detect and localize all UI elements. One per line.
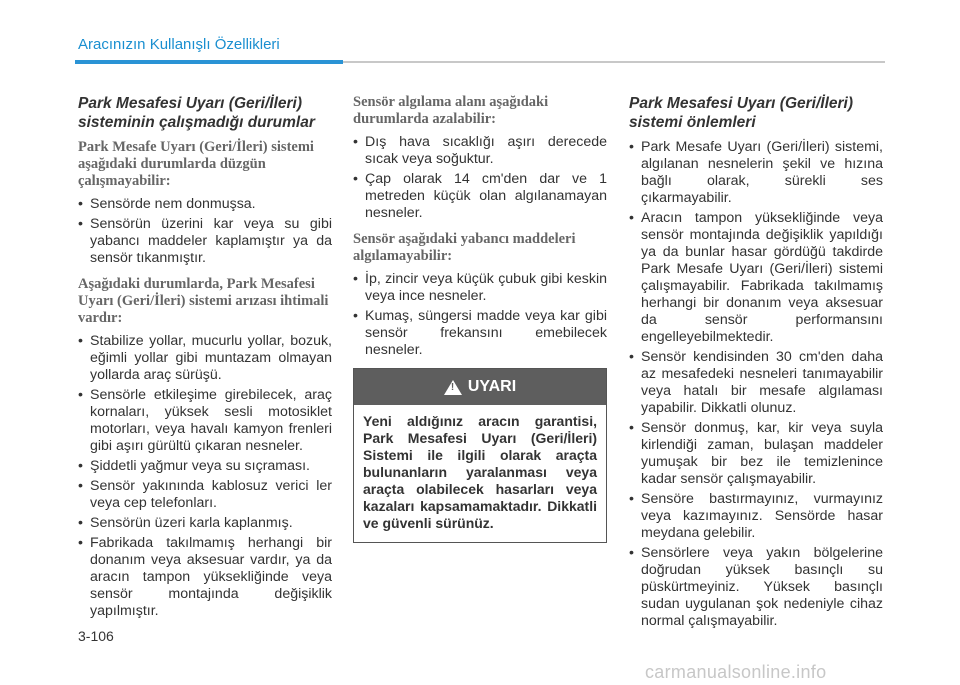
list-item: • Sensörle etkileşime girebilecek, araç kornaları, yüksek sesli motosiklet motorları, veya havalı kamyon frenleri gibi aşırı gürültü çıkaran nesneler.: [78, 387, 332, 455]
list-item: • Sensörlere veya yakın bölgelerine doğrudan yüksek basınçlı su püskürtmeyiniz. Yüksek basınçlı sudan uygulanan şok nedeniyle cihaz normal çalışmayabilir.: [629, 545, 883, 630]
list-item: • Park Mesafe Uyarı (Geri/İleri) sistemi, algılanan nesnelerin şekil ve hızına bağlı olarak, sürekli ses çıkarmayabilir.: [629, 139, 883, 207]
bullet-list-conditions: [78, 196, 332, 267]
list-item: • Dış hava sıcaklığı aşırı derecede sıcak veya soğuktur.: [353, 134, 607, 168]
warning-triangle-icon: !: [444, 380, 462, 395]
list-item: • Sensörde nem donmuşsa.: [78, 196, 332, 213]
list-item: • Şiddetli yağmur veya su sıçraması.: [78, 458, 332, 475]
subheading-foreign-objects: Sensör aşağıdaki yabancı maddeleri algılamayabilir:: [353, 231, 576, 264]
column-middle: [353, 94, 607, 543]
warning-title: UYARI: [467, 378, 517, 395]
bullet-list-fault-possibility: [78, 333, 332, 620]
subheading-fault-possibility: Aşağıdaki durumlarda, Park Mesafesi Uyarı (Geri/İleri) sistemi arızası ihtimali vardır:: [78, 276, 329, 326]
list-item: • İp, zincir veya küçük çubuk gibi keskin veya ince nesneler.: [353, 271, 607, 305]
list-item: • Sensör donmuş, kar, kir veya suyla kirlendiği zaman, bulaşan maddeler yumuşak bir bez ile temizlenince kadar sensör çalışmayabilir.: [629, 420, 883, 488]
bullet-list-foreign-objects: [353, 271, 607, 359]
list-item: • Çap olarak 14 cm'den dar ve 1 metreden küçük olan algılanamayan nesneler.: [353, 171, 607, 222]
subheading-detection-area: Sensör algılama alanı aşağıdaki durumlarda azalabilir:: [353, 94, 549, 127]
section-heading-precautions: Park Mesafesi Uyarı (Geri/İleri) sistemi önlemleri: [629, 95, 854, 131]
list-item: • Sensöre bastırmayınız, vurmayınız veya kazımayınız. Sensörde hasar meydana gelebilir.: [629, 491, 883, 542]
list-item: • Sensörün üzeri karla kaplanmış.: [78, 515, 332, 532]
header-rule-accent: [75, 60, 343, 64]
list-item: • Sensör yakınında kablosuz verici ler veya cep telefonları.: [78, 478, 332, 512]
list-item: • Kumaş, süngersi madde veya kar gibi sensör frekansını emebilecek nesneler.: [353, 308, 607, 359]
subheading-conditions: Park Mesafe Uyarı (Geri/İleri) sistemi aşağıdaki durumlarda düzgün çalışmayabilir:: [78, 139, 314, 189]
list-item: • Fabrikada takılmamış herhangi bir donanım veya aksesuar vardır, ya da aracın tampon yüksekliğinde veya sensör montajında değişiklik yapılmıştır.: [78, 535, 332, 620]
list-item: • Stabilize yollar, mucurlu yollar, bozuk, eğimli yollar gibi muntazam olmayan yollarda araç sürüşü.: [78, 333, 332, 384]
header-title: Aracınızın Kullanışlı Özellikleri: [78, 36, 280, 53]
warning-box: [353, 368, 607, 543]
bullet-list-precautions: [629, 139, 883, 630]
list-item: • Sensör kendisinden 30 cm'den daha az mesafedeki nesneleri tanımayabilir veya hatalı bir mesafe algılaması yapabilir. Dikkatli olunuz.: [629, 349, 883, 417]
column-left: [78, 94, 332, 629]
watermark: carmanualsonline.info: [645, 662, 827, 682]
column-right: [629, 94, 883, 639]
bullet-list-detection-area: [353, 134, 607, 222]
warning-header: [354, 369, 606, 405]
list-item: • Aracın tampon yüksekliğinde veya sensör montajında değişiklik yapıldığı ya da bunlar hasar gördüğü takdirde Park Mesafe Uyarı (Geri/İleri) sistemi çalışmayabilir. Fabrikada takılmamış herhangi bir donanım veya aksesuar da sensör performansını engelleyebilmektedir.: [629, 210, 883, 346]
warning-text: Yeni aldığınız aracın garantisi, Park Mesafesi Uyarı (Geri/İleri) Sistemi ile ilgili olarak araçta bulunanların yaralanması veya araçta olabilecek hasarları veya kazaları kapsamamaktadır. Dikkatli ve güvenli sürünüz.: [363, 413, 597, 531]
page-number: 3-106: [78, 628, 114, 644]
list-item: • Sensörün üzerini kar veya su gibi yabancı maddeler kaplamıştır ya da sensör tıkanmıştır.: [78, 216, 332, 267]
section-heading-malfunction: Park Mesafesi Uyarı (Geri/İleri) sisteminin çalışmadığı durumlar: [78, 95, 315, 131]
header-rule: [343, 61, 885, 63]
